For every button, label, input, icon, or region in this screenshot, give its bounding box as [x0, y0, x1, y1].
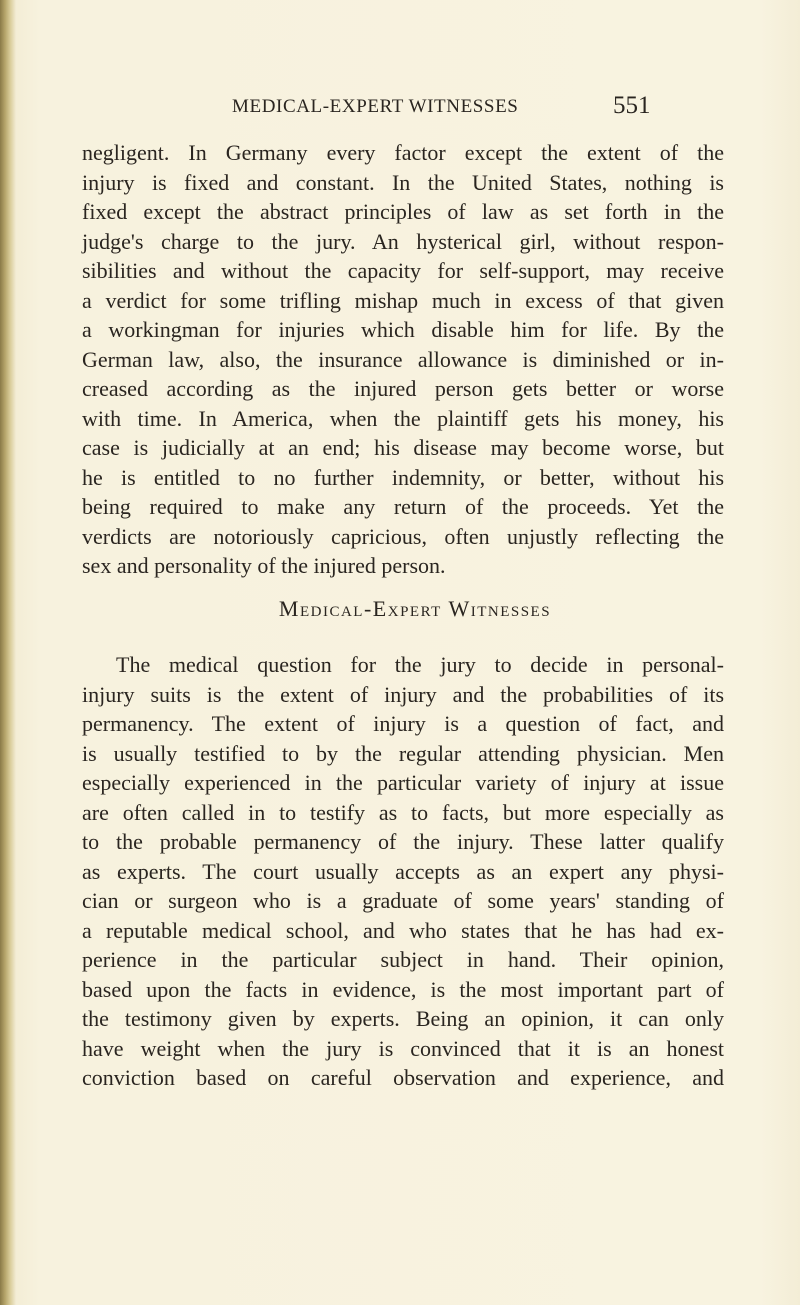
- text-line: German law, also, the insurance allowance is diminished or in-: [82, 346, 724, 372]
- text-line: to the probable permanency of the injury. These latter qualify: [82, 829, 724, 854]
- section-heading: [0, 596, 800, 622]
- running-head: [0, 90, 800, 124]
- text-line: fixed except the abstract principles of law as set forth in the: [82, 199, 724, 224]
- text-line: a workingman for injuries which disable him for life. By the: [82, 317, 724, 342]
- text-line: a verdict for some trifling mishap much in excess of that given: [82, 287, 724, 313]
- text-line: have weight when the jury is convinced that it is an honest: [82, 1035, 724, 1061]
- text-line: The medical question for the jury to decide in personal-: [116, 652, 724, 677]
- text-line: creased according as the injured person gets better or worse: [82, 376, 724, 401]
- text-line: are often called in to testify as to facts, but more especially as: [82, 799, 724, 825]
- text-line: injury is fixed and constant. In the United States, nothing is: [82, 169, 724, 195]
- section-heading-text: Medical-Expert Witnesses: [278, 596, 552, 621]
- text-line: case is judicially at an end; his disease may become worse, but: [82, 435, 724, 460]
- text-line: as experts. The court usually accepts as an expert any physi-: [82, 858, 724, 884]
- text-line: conviction based on careful observation and experience, and: [82, 1065, 724, 1090]
- text-line: a reputable medical school, and who states that he has had ex-: [82, 917, 724, 943]
- binding-shadow: [0, 0, 16, 1305]
- text-line: injury suits is the extent of injury and the probabilities of its: [82, 681, 724, 707]
- text-line: negligent. In Germany every factor except the extent of the: [82, 140, 724, 165]
- running-title: MEDICAL-EXPERT WITNESSES: [232, 96, 519, 117]
- text-line: judge's charge to the jury. An hysterical girl, without respon-: [82, 228, 724, 254]
- text-line: with time. In America, when the plaintiff gets his money, his: [82, 405, 724, 431]
- text-line: sibilities and without the capacity for self-support, may receive: [82, 258, 724, 283]
- text-line: cian or surgeon who is a graduate of some years' standing of: [82, 888, 724, 913]
- text-line: verdicts are notoriously capricious, often unjustly reflecting the: [82, 523, 724, 549]
- paragraph-1: [82, 138, 724, 581]
- text-line: being required to make any return of the proceeds. Yet the: [82, 494, 724, 519]
- text-line: based upon the facts in evidence, is the most important part of: [82, 976, 724, 1002]
- paragraph-2: [82, 650, 724, 1093]
- text-line: permanency. The extent of injury is a question of fact, and: [82, 711, 724, 736]
- text-line: sex and personality of the injured person.: [82, 553, 446, 578]
- text-line: especially experienced in the particular variety of injury at issue: [82, 770, 724, 795]
- text-line: he is entitled to no further indemnity, or better, without his: [82, 464, 724, 490]
- text-line: the testimony given by experts. Being an opinion, it can only: [82, 1006, 724, 1031]
- text-line: perience in the particular subject in hand. Their opinion,: [82, 947, 724, 972]
- page-number: 551: [613, 92, 651, 119]
- text-line: is usually testified to by the regular attending physician. Men: [82, 740, 724, 766]
